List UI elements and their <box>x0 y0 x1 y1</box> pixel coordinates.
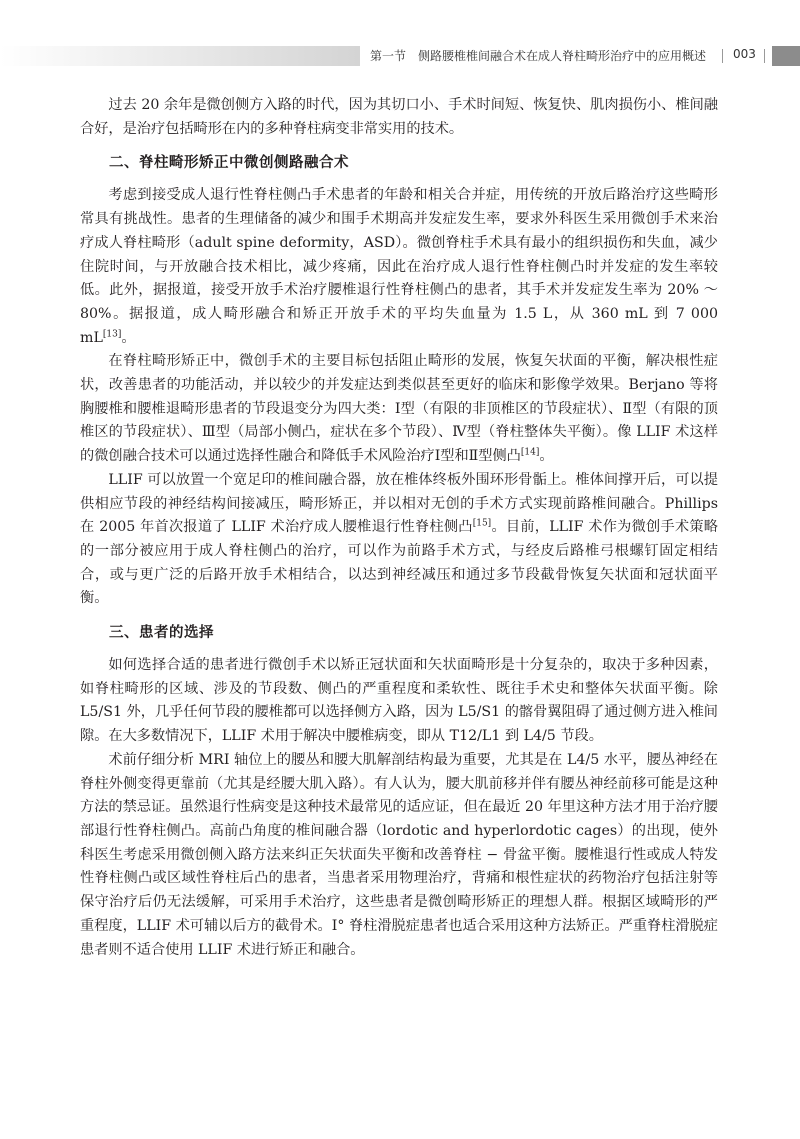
running-header <box>0 46 800 66</box>
section2-paragraph-1 <box>80 184 718 350</box>
paragraph-text: 考虑到接受成人退行性脊柱侧凸手术患者的年龄和相关合并症，用传统的开放后路治疗这些畸形常具有挑战性。患者的生理储备的减少和围手术期高并发症发生率，要求外科医生采用微创手术来治疗成人脊柱畸形（adult spine deformity，ASD）。微创脊柱手术具有最小的组织损伤和失血，减少住院时间，与开放融合技术相比，减少疼痛，因此在治疗成人退行性脊柱侧凸时并发症的发生率较低。此外，据报道，接受开放手术治疗腰椎退行性脊柱侧凸的患者，其手术并发症发生率为 20% ～ 80%。据报道，成人畸形融合和矫正开放手术的平均失血量为 1.5 L，从 360 mL 到 7 000 mL <box>80 187 718 346</box>
citation-ref: [13] <box>102 328 122 339</box>
citation-ref: [14] <box>520 447 540 458</box>
header-divider <box>764 49 765 63</box>
section3-paragraph-1: 如何选择合适的患者进行微创手术以矫正冠状面和矢状面畸形是十分复杂的，取决于多种因素，如脊柱畸形的区域、涉及的节段数、侧凸的严重程度和柔软性、既往手术史和整体矢状面平衡。除 L5/S1 外，几乎任何节段的腰椎都可以选择侧方入路，因为 L5/S1 的髂骨翼阻碍了通过侧方进入椎间隙。在大多数情况下，LLIF 术用于解决中腰椎病变，即从 T12/L1 到 L4/5 节段。 <box>80 657 718 745</box>
paragraph-text: 。目前，LLIF 术作为微创手术策略的一部分被应用于成人脊柱侧凸的治疗，可以作为前路手术方式，与经皮后路椎弓根螺钉固定相结合，或与更广泛的后路开放手术相结合，以达到神经减压和通过多节段截骨恢复矢状面和冠状面平衡。 <box>80 519 718 607</box>
page-body <box>80 94 718 962</box>
header-tab-block <box>772 46 800 66</box>
section-heading-3: 三、患者的选择 <box>109 625 214 642</box>
page-number: 003 <box>733 47 756 61</box>
section2-paragraph-3 <box>80 469 718 611</box>
running-header-title: 第一节 侧路腰椎椎间融合术在成人脊柱畸形治疗中的应用概述 <box>370 49 707 63</box>
header-gradient-bar <box>0 46 360 66</box>
paragraph-text: 在脊柱畸形矫正中，微创手术的主要目标包括阻止畸形的发展，恢复矢状面的平衡，解决根性症状，改善患者的功能活动，并以较少的并发症达到类似甚至更好的临床和影像学效果。Berjano 等将胸腰椎和腰椎退畸形患者的节段退变分为四大类：Ⅰ型（有限的非顶椎区的节段症状）、Ⅱ型（有限的顶椎区的节段症状）、Ⅲ型（局部小侧凸，症状在多个节段）、Ⅳ型（脊柱整体失平衡）。像 LLIF 术这样的微创融合技术可以通过选择性融合和降低手术风险治疗Ⅰ型和Ⅱ型侧凸 <box>80 353 718 465</box>
intro-paragraph: 过去 20 余年是微创侧方入路的时代，因为其切口小、手术时间短、恢复快、肌肉损伤小、椎间融合好，是治疗包括畸形在内的多种脊柱病变非常实用的技术。 <box>80 97 718 137</box>
header-divider <box>722 49 723 63</box>
section-heading-2: 二、脊柱畸形矫正中微创侧路融合术 <box>109 155 349 172</box>
paragraph-text: 。 <box>539 448 554 465</box>
paragraph-text: 。 <box>121 329 136 346</box>
paragraph-text: LLIF 可以放置一个宽足印的椎间融合器，放在椎体终板外围环形骨骺上。椎体间撑开后，可以提供相应节段的神经结构间接减压，畸形矫正，并以相对无创的手术方式实现前路椎间融合。Phillips 在 2005 年首次报道了 LLIF 术治疗成人腰椎退行性脊柱侧凸 <box>80 471 718 536</box>
section3-paragraph-2: 术前仔细分析 MRI 轴位上的腰丛和腰大肌解剖结构最为重要，尤其是在 L4/5 水平，腰丛神经在脊柱外侧变得更靠前（尤其是经腰大肌入路）。有人认为，腰大肌前移并伴有腰丛神经前移可能是这种方法的禁忌证。虽然退行性病变是这种技术最常见的适应证，但在最近 20 年里这种方法才用于治疗腰部退行性脊柱侧凸。高前凸角度的椎间融合器（lordotic and hyperlordotic cages）的出现，使外科医生考虑采用微创侧入路方法来纠正矢状面失平衡和改善脊柱 − 骨盆平衡。腰椎退行性或成人特发性脊柱侧凸或区域性脊柱后凸的患者，当患者采用物理治疗，背痛和根性症状的药物治疗包括注射等保守治疗后仍无法缓解，可采用手术治疗，这些患者是微创畸形矫正的理想人群。根据区域畸形的严重程度，LLIF 术可辅以后方的截骨术。Ⅰ° 脊柱滑脱症患者也适合采用这种方法矫正。严重脊柱滑脱症患者则不适合使用 LLIF 术进行矫正和融合。 <box>80 751 718 958</box>
citation-ref: [15] <box>472 518 492 529</box>
section2-paragraph-2 <box>80 350 718 469</box>
